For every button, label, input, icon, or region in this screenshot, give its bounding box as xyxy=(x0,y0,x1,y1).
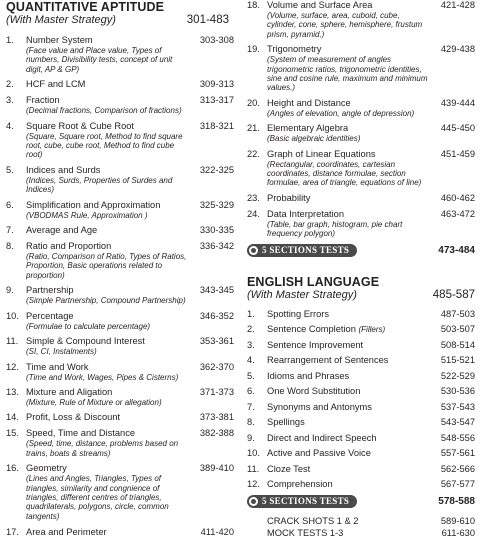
entry-pages: 336-342 xyxy=(199,241,234,252)
entry-number: 3. xyxy=(247,339,255,350)
entry-title: Trigonometry xyxy=(267,44,322,55)
entry-pages: 548-556 xyxy=(440,432,475,443)
entry-title: Simplification and Approximation xyxy=(26,199,161,210)
entry-title: Elementary Algebra xyxy=(267,123,349,134)
entry-pages: 487-503 xyxy=(440,308,475,319)
bullet-icon xyxy=(249,246,258,255)
quant-tests-range: 473-484 xyxy=(438,244,475,256)
entry-description: (Speed, time, distance, problems based on trains, boats & streams) xyxy=(26,439,179,458)
quant-range: 301-483 xyxy=(186,14,229,26)
entry-number: 13. xyxy=(6,386,19,397)
toc-entry-row xyxy=(6,463,234,474)
entry-pages: 445-450 xyxy=(440,123,475,134)
english-tests-badge: 5 SECTIONS TESTS xyxy=(247,495,357,508)
toc-entry-row xyxy=(247,464,475,475)
entry-description: (Lines and Angles, Triangles, Types of triangles, similarity and congnience of triangles, different centres of triangles, quadrilaterals, polygons, circle, common tangents) xyxy=(26,474,169,521)
entry-title xyxy=(267,340,431,351)
entry-title xyxy=(267,479,431,490)
entry-number: 15. xyxy=(6,428,19,439)
toc-entry-row xyxy=(247,44,475,55)
entry-title xyxy=(267,371,431,382)
entry-number: 19. xyxy=(247,44,260,55)
toc-entry xyxy=(6,527,234,538)
entry-description: (Mixture, Rule of Mixture or allegation) xyxy=(26,397,162,407)
entry-title xyxy=(267,355,431,366)
toc-entry xyxy=(6,121,234,160)
entry-number: 14. xyxy=(6,412,19,423)
entry-pages: 362-370 xyxy=(199,361,234,372)
bullet-icon xyxy=(249,497,258,506)
toc-entry-row xyxy=(6,121,234,132)
entry-pages: 460-462 xyxy=(440,192,475,203)
extra-title: CRACK SHOTS 1 & 2 xyxy=(267,515,359,526)
toc-entry-row xyxy=(247,209,475,220)
entry-title-text: Idioms and Phrases xyxy=(267,370,350,381)
entry-title xyxy=(267,417,431,428)
quant-section-title: QUANTITATIVE APTITUDE xyxy=(6,0,165,14)
entry-description: (Square, Square root, Method to find square root, cube, cube root, Method to find cube root) xyxy=(26,131,183,160)
quant-topic-list xyxy=(6,35,234,538)
entry-number: 23. xyxy=(247,192,260,203)
entry-number: 5. xyxy=(247,370,255,381)
toc-entry xyxy=(6,336,234,356)
entry-title xyxy=(267,386,431,397)
toc-entry-row xyxy=(6,387,234,398)
entry-pages: 439-444 xyxy=(440,97,475,108)
entry-title: Percentage xyxy=(26,310,74,321)
toc-entry xyxy=(6,79,234,90)
entry-number: 10. xyxy=(6,310,19,321)
extra-entry xyxy=(267,527,475,539)
toc-entry xyxy=(247,386,475,397)
toc-entry-row xyxy=(247,309,475,320)
entry-title-text: Synonyms and Antonyms xyxy=(267,401,372,412)
toc-entry xyxy=(6,412,234,423)
toc-entry-row xyxy=(247,193,475,204)
entry-description: (Face value and Place value, Types of numbers, Divisibility tests, concept of unit digit, AP & GP) xyxy=(26,46,173,74)
entry-title-text: Sentence Completion xyxy=(267,324,359,335)
entry-number: 10. xyxy=(247,448,260,459)
entry-title xyxy=(267,448,431,459)
english-section-subtitle xyxy=(247,289,475,302)
entry-title: Probability xyxy=(267,192,311,203)
toc-entry-row xyxy=(6,285,234,296)
entry-title-text: Rearrangement of Sentences xyxy=(267,355,389,366)
entry-pages: 346-352 xyxy=(199,310,234,321)
left-column xyxy=(6,0,234,543)
toc-entry xyxy=(6,165,234,195)
entry-description: (Decimal fractions, Comparison of fractions) xyxy=(26,106,182,116)
entry-pages: 309-313 xyxy=(199,79,234,90)
entry-pages: 325-329 xyxy=(199,199,234,210)
quant-topic-list-continued xyxy=(247,0,475,239)
toc-entry xyxy=(247,324,475,335)
toc-entry xyxy=(247,98,475,118)
entry-title: Average and Age xyxy=(26,225,98,236)
entry-pages: 562-566 xyxy=(440,463,475,474)
toc-entry xyxy=(247,149,475,188)
entry-title: Fraction xyxy=(26,95,60,106)
entry-pages: 421-428 xyxy=(440,0,475,10)
quant-subtitle-text: (With Master Strategy) xyxy=(6,14,116,26)
english-sections-tests xyxy=(247,495,475,508)
toc-entry xyxy=(247,402,475,413)
entry-pages: 322-325 xyxy=(199,164,234,175)
entry-pages: 343-345 xyxy=(199,285,234,296)
entry-title: Area and Perimeter xyxy=(26,527,107,538)
entry-title: Number System xyxy=(26,35,93,45)
entry-title-text: Comprehension xyxy=(267,479,333,490)
toc-entry-row xyxy=(247,0,475,11)
toc-entry-row xyxy=(247,371,475,382)
entry-pages: 318-321 xyxy=(199,120,234,131)
entry-number: 4. xyxy=(247,355,255,366)
entry-description: (Formulae to calculate percentage) xyxy=(26,321,151,331)
toc-entry xyxy=(247,355,475,366)
entry-number: 1. xyxy=(247,308,255,319)
entry-pages: 537-543 xyxy=(440,401,475,412)
entry-pages: 429-438 xyxy=(440,44,475,55)
entry-description: (System of measurement of angles trigonometric ratios, trigonometric identities, sine and cosine rule, maximum and minimum values.) xyxy=(267,55,428,93)
entry-number: 6. xyxy=(6,199,14,210)
toc-entry-row xyxy=(247,340,475,351)
entry-title xyxy=(267,309,431,320)
toc-entry xyxy=(247,448,475,459)
toc-entry xyxy=(6,200,234,220)
entry-title: Data Interpretation xyxy=(267,208,345,219)
toc-entry xyxy=(247,371,475,382)
toc-entry-row xyxy=(6,311,234,322)
toc-entry-row xyxy=(247,98,475,109)
entry-description: (Table, bar graph, histogram, pie chart frequency polygon) xyxy=(267,219,403,239)
toc-entry xyxy=(6,428,234,458)
english-topic-list xyxy=(247,309,475,491)
entry-number: 22. xyxy=(247,148,260,159)
entry-pages: 382-388 xyxy=(199,428,234,439)
english-subtitle-text: (With Master Strategy) xyxy=(247,288,357,301)
entry-title: Volume and Surface Area xyxy=(267,0,373,10)
toc-entry-row xyxy=(247,417,475,428)
toc-entry-row xyxy=(247,433,475,444)
entry-number: 3. xyxy=(6,95,14,106)
entry-pages: 313-317 xyxy=(199,95,234,106)
toc-entry xyxy=(247,479,475,490)
english-section-title: ENGLISH LANGUAGE xyxy=(247,274,380,289)
extra-entry xyxy=(267,515,475,527)
quant-section-subtitle xyxy=(6,14,234,27)
entry-description: (Angles of elevation, angle of depression) xyxy=(267,108,415,118)
entry-title: Mixture and Aligation xyxy=(26,386,113,397)
entry-pages: 508-514 xyxy=(440,339,475,350)
entry-title: Height and Distance xyxy=(267,97,351,108)
entry-title xyxy=(267,464,431,475)
entry-title-text: Cloze Test xyxy=(267,463,311,474)
toc-entry xyxy=(6,387,234,407)
toc-entry xyxy=(6,463,234,521)
entry-pages: 543-547 xyxy=(440,417,475,428)
entry-title: Profit, Loss & Discount xyxy=(26,412,121,423)
english-tests-range: 578-588 xyxy=(438,495,475,507)
entry-title-text: Active and Passive Voice xyxy=(267,448,371,459)
entry-title-text: Sentence Improvement xyxy=(267,339,364,350)
toc-entry-row xyxy=(6,336,234,347)
entry-description: (Simple Partnership, Compound Partnership) xyxy=(26,296,186,306)
entry-number: 11. xyxy=(247,463,260,474)
entry-title: Square Root & Cube Root xyxy=(26,120,135,131)
toc-entry-row xyxy=(247,355,475,366)
toc-entry xyxy=(6,311,234,331)
entry-title: Geometry xyxy=(26,463,67,474)
entry-pages: 330-335 xyxy=(199,225,234,236)
entry-pages: 353-361 xyxy=(199,336,234,347)
toc-entry xyxy=(6,225,234,236)
entry-number: 6. xyxy=(247,386,255,397)
english-range: 485-587 xyxy=(432,288,475,301)
toc-entry-row xyxy=(247,479,475,490)
entry-title: HCF and LCM xyxy=(26,79,86,90)
toc-entry-row xyxy=(247,448,475,459)
entry-number: 24. xyxy=(247,208,260,219)
entry-number: 1. xyxy=(6,35,14,45)
entry-title-text: Spellings xyxy=(267,417,305,428)
toc-entry-row xyxy=(6,412,234,423)
toc-entry-row xyxy=(247,149,475,160)
entry-description: (SI, CI, Instalments) xyxy=(26,347,97,357)
entry-title-text: Spotting Errors xyxy=(267,308,330,319)
entry-number: 2. xyxy=(6,79,14,90)
toc-entry-row xyxy=(247,402,475,413)
entry-pages: 530-536 xyxy=(440,386,475,397)
entry-number: 8. xyxy=(247,417,255,428)
entry-number: 12. xyxy=(6,361,19,372)
entry-title: Time and Work xyxy=(26,361,89,372)
toc-entry-row xyxy=(6,527,234,538)
toc-entry xyxy=(6,241,234,280)
entry-number: 4. xyxy=(6,120,14,131)
entry-note: (Fillers) xyxy=(358,325,386,335)
entry-number: 9. xyxy=(247,432,255,443)
entry-pages: 503-507 xyxy=(440,324,475,335)
entry-pages: 411-420 xyxy=(200,527,234,538)
toc-entry xyxy=(247,417,475,428)
toc-entry-row xyxy=(6,165,234,176)
entry-number: 21. xyxy=(247,123,260,134)
toc-entry-row xyxy=(6,241,234,252)
entry-number: 5. xyxy=(6,164,14,175)
entry-description: (Time and Work, Wages, Pipes & Cisterns) xyxy=(26,372,179,382)
entry-description: (Ratio, Comparison of Ratio, Types of Ratios, Proportion, Basic operations related to proportion) xyxy=(26,252,187,280)
entry-title: Speed, Time and Distance xyxy=(26,428,136,439)
toc-entry xyxy=(6,285,234,305)
entry-pages: 371-373 xyxy=(199,386,234,397)
toc-entry-row xyxy=(6,362,234,373)
right-column xyxy=(247,0,475,539)
entry-number: 9. xyxy=(6,285,14,296)
toc-entry-row xyxy=(247,324,475,335)
toc-entry-row xyxy=(6,35,234,46)
toc-entry xyxy=(6,35,234,74)
toc-entry-row xyxy=(6,428,234,439)
entry-pages: 557-561 xyxy=(440,448,475,459)
entry-title xyxy=(267,402,431,413)
toc-entry xyxy=(247,123,475,143)
quant-sections-tests xyxy=(247,244,475,257)
entry-number: 12. xyxy=(247,479,260,490)
toc-entry-row xyxy=(247,123,475,134)
toc-entry-row xyxy=(247,386,475,397)
toc-entry xyxy=(247,433,475,444)
entry-pages: 303-308 xyxy=(199,35,234,45)
entry-pages: 515-521 xyxy=(440,355,475,366)
entry-title: Graph of Linear Equations xyxy=(267,148,376,159)
entry-title-text: One Word Substitution xyxy=(267,386,361,397)
toc-entry xyxy=(247,193,475,204)
entry-number: 17. xyxy=(6,527,19,538)
entry-title: Indices and Surds xyxy=(26,164,101,175)
entry-pages: 389-410 xyxy=(199,463,234,474)
extras-list xyxy=(247,515,475,539)
entry-number: 8. xyxy=(6,241,14,252)
toc-entry xyxy=(6,95,234,115)
quant-tests-badge: 5 SECTIONS TESTS xyxy=(247,244,357,257)
toc-entry xyxy=(247,464,475,475)
toc-entry xyxy=(247,340,475,351)
entry-description: (VBODMAS Rule, Approximation ) xyxy=(26,210,148,220)
entry-pages: 567-577 xyxy=(440,479,475,490)
entry-title xyxy=(267,433,431,444)
entry-pages: 451-459 xyxy=(440,148,475,159)
entry-description: (Rectangular, coordinates, cartesian coordinates, distance formulae, section formulae, area of triangle, equations of line) xyxy=(267,159,422,188)
entry-title: Ratio and Proportion xyxy=(26,241,112,252)
toc-entry xyxy=(247,0,475,39)
toc-entry-row xyxy=(6,200,234,211)
entry-number: 20. xyxy=(247,97,260,108)
toc-entry xyxy=(6,362,234,382)
entry-number: 18. xyxy=(247,0,260,10)
entry-number: 11. xyxy=(6,336,19,347)
toc-entry-row xyxy=(6,225,234,236)
entry-description: (Basic algebraic identities) xyxy=(267,134,361,144)
entry-description: (Volume, surface, area, cuboid, cube, cylinder, cone, sphere, hemisphere, frustum prism, pyramid.) xyxy=(267,11,423,39)
entry-number: 2. xyxy=(247,324,255,335)
entry-title: Partnership xyxy=(26,285,74,296)
toc-entry xyxy=(247,309,475,320)
toc-entry xyxy=(247,209,475,239)
entry-description: (Indices, Surds, Properties of Surdes and Indices) xyxy=(26,175,173,195)
entry-title: Simple & Compound Interest xyxy=(26,336,145,347)
toc-entry-row xyxy=(6,79,234,90)
entry-number: 7. xyxy=(247,401,255,412)
entry-pages: 373-381 xyxy=(199,412,234,423)
entry-number: 7. xyxy=(6,225,14,236)
entry-pages: 463-472 xyxy=(440,208,475,219)
entry-pages: 522-529 xyxy=(440,370,475,381)
entry-number: 16. xyxy=(6,463,19,474)
entry-title-text: Direct and Indirect Speech xyxy=(267,432,377,443)
toc-entry-row xyxy=(6,95,234,106)
extra-pages: 589-610 xyxy=(440,515,475,526)
extra-title: MOCK TESTS 1-3 xyxy=(267,527,344,538)
entry-title xyxy=(267,324,431,335)
extra-pages: 611-630 xyxy=(441,527,475,538)
toc-entry xyxy=(247,44,475,93)
